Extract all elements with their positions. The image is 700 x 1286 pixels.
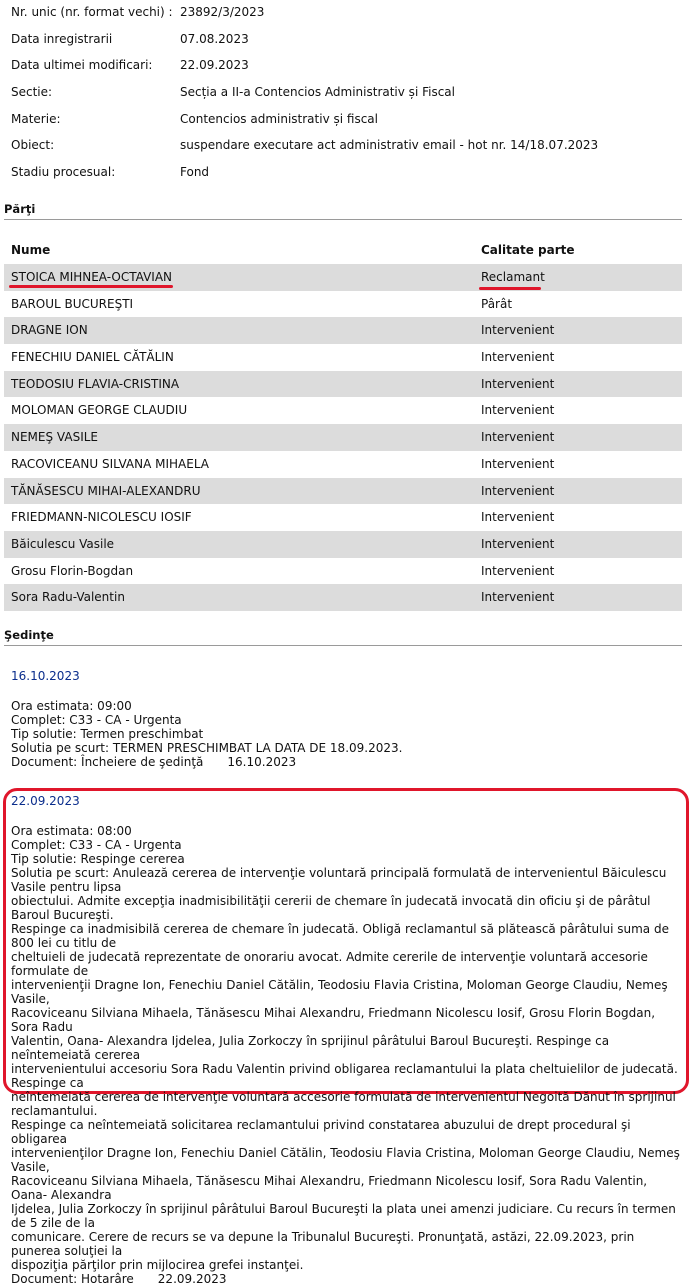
session-tip: Tip solutie: Termen preschimbat (11, 727, 204, 741)
parties-header (4, 238, 682, 264)
solutie-line: Solutia pe scurt: Anulează cererea de intervenţie voluntară principală formulată de intervenientul Băiculescu Vasile pentru lipsa (11, 866, 667, 894)
party-name: FENECHIU DANIEL CĂTĂLIN (11, 350, 174, 365)
info-value: Secția a II-a Contencios Administrativ și Fiscal (180, 85, 455, 100)
party-role: Intervenient (481, 430, 555, 445)
party-role: Intervenient (481, 323, 555, 338)
session-solutie: Solutia pe scurt: TERMEN PRESCHIMBAT LA DATA DE 18.09.2023. (11, 741, 403, 755)
solutie-line: neîntemeiată cererea de intervenţie voluntară accesorie formulată de intervenientul Negoită Dănut în sprijinul reclamantului. (11, 1090, 676, 1118)
info-row-data-modificari (11, 57, 691, 84)
party-name: STOICA MIHNEA-OCTAVIAN (11, 270, 173, 284)
info-row-sectie (11, 84, 691, 111)
party-role: Intervenient (481, 590, 555, 605)
sessions-title: Şedinţe (4, 628, 54, 642)
info-row-materie (11, 111, 691, 138)
table-row (4, 478, 682, 505)
table-row (4, 317, 682, 344)
annotation-underline-role (479, 287, 541, 290)
party-name: MOLOMAN GEORGE CLAUDIU (11, 403, 188, 418)
parties-table (4, 238, 682, 611)
session-tip: Tip solutie: Respinge cererea (11, 852, 185, 866)
solutie-line: Respinge ca neîntemeiată solicitarea reclamantului privind constatarea abuzului de drept procedural şi obligarea (11, 1118, 631, 1146)
party-role: Reclamant (481, 270, 545, 284)
column-header-role: Calitate parte (481, 243, 575, 257)
party-name: TEODOSIU FLAVIA-CRISTINA (11, 376, 180, 391)
info-label: Sectie: (11, 85, 53, 100)
session-document (11, 755, 681, 769)
annotation-underline-name (9, 285, 173, 288)
session-ora: Ora estimata: 08:00 (11, 824, 132, 838)
party-name: DRAGNE ION (11, 323, 88, 338)
party-name: TĂNĂSESCU MIHAI-ALEXANDRU (11, 483, 201, 498)
solutie-line: intervenientului accesoriu Sora Radu Valentin privind obligarea reclamantului la plata cheltuielilor de judecată. Respinge ca (11, 1062, 678, 1090)
session-date: 22.09.2023 (11, 794, 80, 808)
table-row (4, 397, 682, 424)
info-row-data-inregistrarii (11, 31, 691, 58)
info-label: Materie: (11, 111, 61, 126)
solutie-line: Ijdelea, Julia Zorkoczy în sprijinul pârâtului Baroul Bucureşti la plata unei amenzi judiciare. Cu recurs în termen de 5 zile de la (11, 1202, 676, 1230)
session-block (11, 794, 681, 1286)
party-role: Intervenient (481, 350, 555, 365)
party-role: Intervenient (481, 376, 555, 391)
info-row-obiect (11, 137, 691, 164)
table-row (4, 504, 682, 531)
party-role: Intervenient (481, 483, 555, 498)
info-value: suspendare executare act administrativ email - hot nr. 14/18.07.2023 (180, 138, 599, 153)
case-info (11, 4, 691, 191)
party-role: Intervenient (481, 536, 555, 551)
party-name: Băiculescu Vasile (11, 536, 115, 551)
party-name: BAROUL BUCUREŞTI (11, 296, 134, 311)
table-row (4, 531, 682, 558)
info-label: Data inregistrarii (11, 31, 113, 46)
party-name: Grosu Florin-Bogdan (11, 563, 134, 578)
document-label: Document: Încheiere de şedinţă (11, 755, 204, 769)
info-label: Obiect: (11, 138, 55, 153)
table-row (4, 344, 682, 371)
party-name: FRIEDMANN-NICOLESCU IOSIF (11, 510, 192, 525)
info-value: Fond (180, 165, 210, 180)
party-name: RACOVICEANU SILVANA MIHAELA (11, 456, 210, 471)
info-value: 07.08.2023 (180, 31, 249, 46)
party-role: Intervenient (481, 456, 555, 471)
table-row (4, 291, 682, 318)
solutie-line: cheltuieli de judecată reprezentate de onorariu avocat. Admite cererile de intervenţie voluntară accesorie formulate de (11, 950, 648, 978)
solutie-line: intervenienţii Dragne Ion, Fenechiu Daniel Cătălin, Teodosiu Flavia Cristina, Moloman George Claudiu, Nemeş Vasile, (11, 978, 668, 1006)
parties-divider (4, 219, 682, 220)
solutie-line: obiectului. Admite excepţia inadmisibilităţii cererii de chemare în judecată invocată din oficiu şi de pârâtul Baroul Bucureşti. (11, 894, 651, 922)
session-document (11, 1272, 681, 1286)
document-date: 22.09.2023 (157, 1272, 227, 1286)
party-role: Intervenient (481, 563, 555, 578)
info-row-stadiu (11, 164, 691, 191)
session-complet: Complet: C33 - CA - Urgenta (11, 713, 182, 727)
table-row (4, 451, 682, 478)
party-name: Sora Radu-Valentin (11, 590, 125, 605)
solutie-line: dispoziţia părţilor prin mijlocirea grefei instanţei. (11, 1258, 304, 1272)
solutie-line: Racoviceanu Silviana Mihaela, Tănăsescu Mihai Alexandru, Friedmann Nicolescu Iosif, Sora Radu Valentin, Oana- Alexandra (11, 1174, 648, 1202)
column-header-name: Nume (11, 243, 51, 257)
sessions-divider (4, 645, 682, 646)
table-row (4, 424, 682, 451)
session-block (11, 669, 681, 769)
party-role: Intervenient (481, 510, 555, 525)
info-value: 23892/3/2023 (180, 5, 265, 19)
solutie-line: Racoviceanu Silviana Mihaela, Tănăsescu Mihai Alexandru, Friedmann Nicolescu Iosif, Grosu Florin Bogdan, Sora Radu (11, 1006, 656, 1034)
info-label: Nr. unic (nr. format vechi) : (11, 5, 173, 19)
parties-title: Părţi (4, 202, 36, 216)
session-complet: Complet: C33 - CA - Urgenta (11, 838, 182, 852)
document-date: 16.10.2023 (227, 755, 297, 769)
solutie-line: Respinge ca inadmisibilă cererea de chemare în judecată. Obligă reclamantul să plătească pârâtului suma de 800 lei cu titlu de (11, 922, 669, 950)
party-role: Pârât (481, 296, 513, 311)
solutie-line: comunicare. Cerere de recurs se va depune la Tribunalul Bucureşti. Pronunţată, astăzi, 22.09.2023, prin punerea soluţiei la (11, 1230, 635, 1258)
solutie-line: Valentin, Oana- Alexandra Ijdelea, Julia Zorkoczy în sprijinul pârâtului Baroul Bucureşti. Respinge ca neîntemeiată cererea (11, 1034, 610, 1062)
info-value: 22.09.2023 (180, 58, 249, 73)
table-row (4, 584, 682, 611)
info-row-nr-unic (11, 4, 691, 31)
table-row (4, 558, 682, 585)
session-date: 16.10.2023 (11, 669, 80, 683)
info-label: Stadiu procesual: (11, 165, 116, 180)
info-value: Contencios administrativ și fiscal (180, 111, 378, 126)
document-label: Document: Hotarâre (11, 1272, 134, 1286)
session-ora: Ora estimata: 09:00 (11, 699, 132, 713)
info-label: Data ultimei modificari: (11, 58, 153, 73)
table-row (4, 371, 682, 398)
party-role: Intervenient (481, 403, 555, 418)
solutie-line: intervenienţilor Dragne Ion, Fenechiu Daniel Cătălin, Teodosiu Flavia Cristina, Moloman George Claudiu, Nemeş Vasile, (11, 1146, 680, 1174)
party-name: NEMEŞ VASILE (11, 430, 98, 445)
parties-rows (4, 264, 682, 611)
